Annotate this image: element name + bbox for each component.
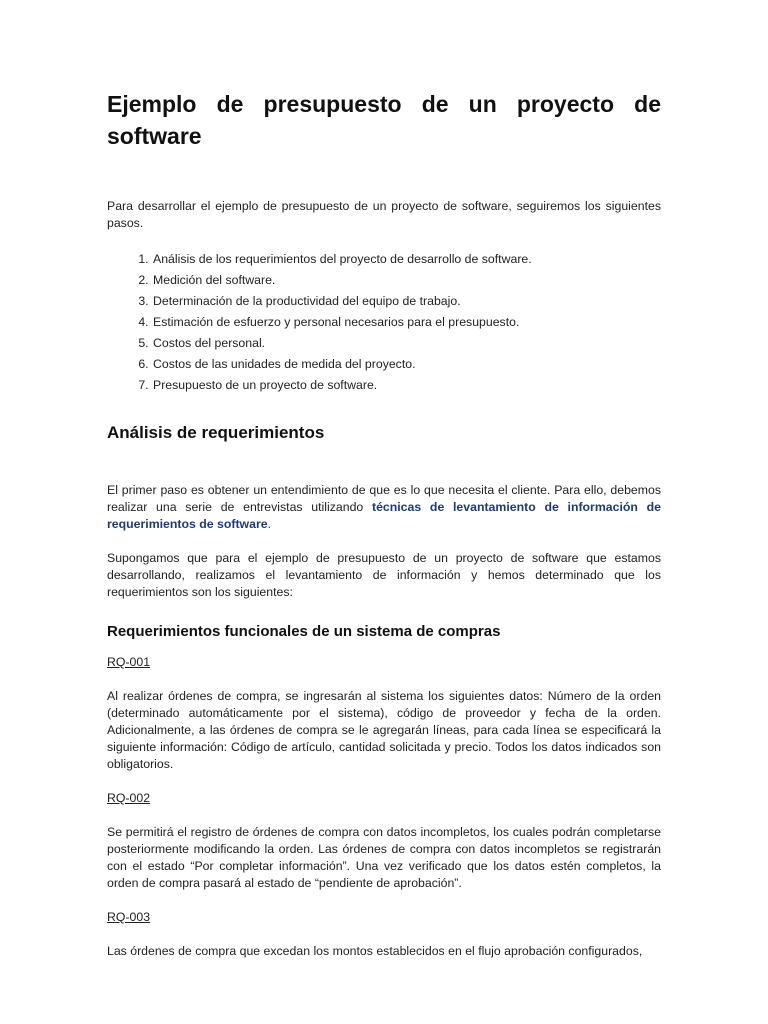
analysis-heading: Análisis de requerimientos xyxy=(107,423,325,442)
analysis-paragraph-1 xyxy=(107,482,661,533)
list-item: 2. Medición del software. xyxy=(152,272,661,289)
page-title: Ejemplo de presupuesto de un proyecto de software xyxy=(107,91,661,149)
list-item: 6. Costos de las unidades de medida del proyecto. xyxy=(152,356,661,373)
list-item: 7. Presupuesto de un proyecto de software. xyxy=(152,377,661,394)
intro-paragraph: Para desarrollar el ejemplo de presupuesto de un proyecto de software, seguiremos los siguientes pasos. xyxy=(107,199,661,230)
functional-heading: Requerimientos funcionales de un sistema de compras xyxy=(107,623,501,640)
analysis-text-start: El primer paso es obtener un entendimiento de que es lo que necesita el cliente. Para ello, debemos realizar una serie de entrevistas utilizando xyxy=(107,483,661,514)
techniques-link[interactable]: técnicas de levantamiento de información de requerimientos de software xyxy=(107,500,661,531)
requirement-text: Se permitirá el registro de órdenes de compra con datos incompletos, los cuales podrán completarse posteriormente modificando la orden. Las órdenes de compra con datos incompletos se registrarán con el estado “Por completar información”. Una vez verificado que los datos estén completos, la orden de compra pasará al estado de “pendiente de aprobación”. xyxy=(107,825,661,890)
list-item: 3. Determinación de la productividad del equipo de trabajo. xyxy=(152,293,661,310)
analysis-text-end: . xyxy=(267,517,272,531)
document-content xyxy=(107,88,661,960)
requirement-id: RQ-001 xyxy=(107,655,151,669)
requirement-id: RQ-002 xyxy=(107,791,151,805)
list-item: 1. Análisis de los requerimientos del proyecto de desarrollo de software. xyxy=(152,251,661,268)
list-item: 5. Costos del personal. xyxy=(152,335,661,352)
requirement-text: Las órdenes de compra que excedan los montos establecidos en el flujo aprobación configurados, xyxy=(107,944,643,958)
requirement-text: Al realizar órdenes de compra, se ingresarán al sistema los siguientes datos: Número de la orden (determinado automáticamente por el sistema), código de proveedor y fecha de la orden. Adicionalmente, a las órdenes de compra se le agregarán líneas, para cada línea se especificará la siguiente información: Código de artículo, cantidad solicitada y precio. Todos los datos indicados son obligatorios. xyxy=(107,689,661,771)
steps-list xyxy=(107,251,661,394)
list-item: 4. Estimación de esfuerzo y personal necesarios para el presupuesto. xyxy=(152,314,661,331)
requirement-id: RQ-003 xyxy=(107,910,151,924)
analysis-paragraph-2: Supongamos que para el ejemplo de presupuesto de un proyecto de software que estamos desarrollando, realizamos el levantamiento de información y hemos determinado que los requerimientos son los siguientes: xyxy=(107,551,661,599)
